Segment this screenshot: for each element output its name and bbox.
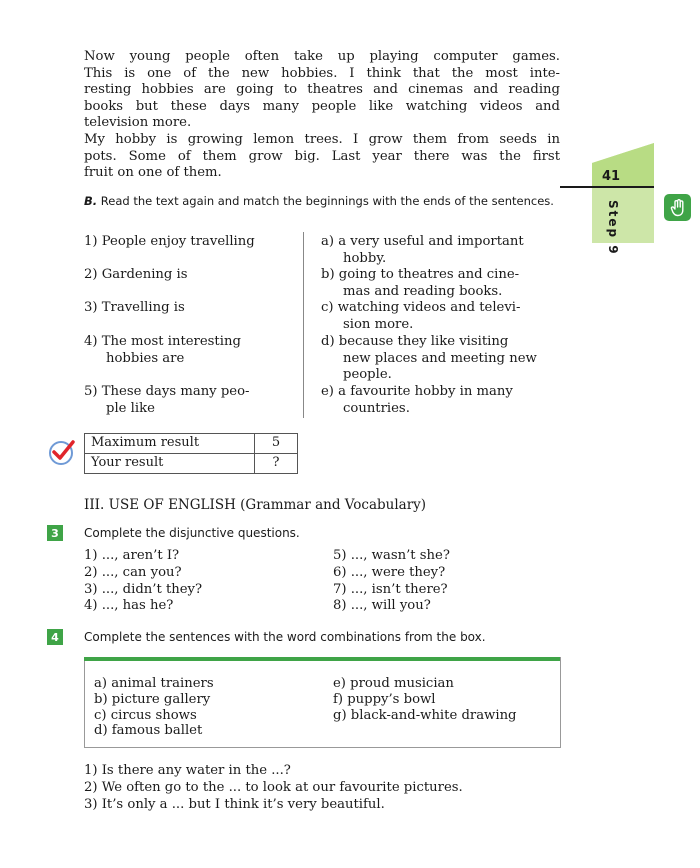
beginning-2 [84, 267, 188, 284]
task-letter: B. [84, 194, 98, 208]
ending-d [321, 334, 537, 384]
text-line: books but these days many people like watching videos and [84, 98, 560, 114]
word-box-header-bar [84, 657, 560, 661]
word-option: c) circus shows [94, 707, 197, 723]
item-text: hobbies are [106, 350, 185, 366]
item-number: 4) [84, 334, 98, 349]
task-3-instruction: Complete the disjunctive questions. [84, 526, 300, 540]
item-text: because they like visiting [338, 334, 509, 349]
your-result-value[interactable]: ? [255, 454, 298, 474]
text-line: fruit on one of them. [84, 165, 222, 181]
max-result-label: Maximum result [85, 434, 255, 454]
item-text: Travelling is [101, 300, 185, 315]
beginning-5 [84, 384, 249, 417]
ending-c [321, 300, 520, 333]
item-text: a favourite hobby in many [338, 384, 513, 399]
text-line: pots. Some of them grow big. Last year there was the first [84, 148, 560, 164]
question-item: 5) ..., wasn’t she? [333, 548, 450, 563]
task-3-questions-left [84, 548, 202, 615]
item-text: The most interesting [101, 334, 241, 349]
item-text: people. [343, 367, 392, 383]
item-text: ple like [106, 400, 155, 416]
ending-a [321, 234, 524, 267]
text-line: My hobby is growing lemon trees. I grow them from seeds in [84, 132, 560, 147]
word-option: f) puppy’s bowl [333, 691, 436, 707]
section-title: III. USE OF ENGLISH (Grammar and Vocabulary) [84, 497, 427, 513]
item-letter: b) [321, 267, 335, 282]
item-text: Gardening is [101, 267, 188, 282]
item-text: These days many peo- [101, 384, 250, 399]
question-item: 8) ..., will you? [333, 598, 431, 614]
task-3-questions-right [333, 548, 450, 615]
ending-e [321, 384, 513, 417]
word-box-right [333, 676, 517, 723]
check-icon [48, 438, 76, 466]
item-text: hobby. [343, 250, 387, 266]
question-item: 3) ..., didn’t they? [84, 581, 203, 597]
word-option: e) proud musician [333, 676, 454, 691]
hand-button[interactable] [664, 194, 691, 221]
max-result-value: 5 [255, 434, 298, 454]
sentence-item: 2) We often go to the ... to look at our favourite pictures. [84, 779, 463, 795]
task-3-badge: 3 [47, 525, 63, 541]
beginning-1 [84, 234, 255, 251]
item-number: 2) [84, 267, 98, 282]
item-number: 1) [84, 234, 98, 249]
text-line: television more. [84, 115, 192, 131]
page-divider [560, 186, 654, 188]
sentence-item: 3) It’s only a ... but I think it’s very beautiful. [84, 796, 385, 812]
item-text: People enjoy travelling [101, 234, 255, 249]
word-box-left [94, 676, 214, 739]
page-number: 41 [602, 169, 621, 184]
item-number: 3) [84, 300, 98, 315]
word-option: d) famous ballet [94, 723, 203, 739]
intro-paragraph-2 [84, 132, 560, 182]
word-option: b) picture gallery [94, 691, 211, 707]
task-b-instruction [84, 194, 560, 209]
step-label: Step 9 [606, 200, 620, 256]
column-divider [303, 232, 304, 418]
item-text: countries. [343, 400, 410, 416]
item-text: a very useful and important [338, 234, 524, 249]
beginning-4 [84, 334, 241, 367]
result-table [84, 433, 298, 474]
item-text: watching videos and televi- [337, 300, 521, 315]
task-4-badge: 4 [47, 629, 63, 645]
hand-icon [670, 199, 686, 217]
ending-b [321, 267, 519, 300]
word-option: a) animal trainers [94, 676, 214, 691]
question-item: 4) ..., has he? [84, 598, 174, 614]
question-item: 2) ..., can you? [84, 564, 182, 580]
instruction-text: Read the text again and match the beginnings with the ends of the sentences. [100, 194, 554, 208]
item-letter: e) [321, 384, 334, 399]
item-text: mas and reading books. [343, 283, 503, 299]
item-letter: d) [321, 334, 335, 349]
beginning-3 [84, 300, 185, 317]
sentence-item: 1) Is there any water in the ...? [84, 763, 291, 778]
item-text: going to theatres and cine- [338, 267, 520, 282]
your-result-row [85, 454, 298, 474]
intro-paragraph-1 [84, 49, 560, 132]
text-line: This is one of the new hobbies. I think that the most inte- [84, 65, 560, 81]
item-text: sion more. [343, 316, 414, 332]
item-letter: a) [321, 234, 335, 249]
item-number: 5) [84, 384, 98, 399]
task-4-instruction: Complete the sentences with the word combinations from the box. [84, 630, 486, 644]
text-line: Now young people often take up playing computer games. [84, 49, 560, 64]
item-text: new places and meeting new [343, 350, 537, 366]
item-letter: c) [321, 300, 334, 315]
question-item: 6) ..., were they? [333, 564, 446, 580]
max-result-row [85, 434, 298, 454]
your-result-label: Your result [85, 454, 255, 474]
word-option: g) black-and-white drawing [333, 707, 517, 723]
question-item: 1) ..., aren’t I? [84, 548, 180, 563]
question-item: 7) ..., isn’t there? [333, 581, 448, 597]
task-4-sentences [84, 763, 463, 813]
text-line: resting hobbies are going to theatres and cinemas and reading [84, 82, 560, 98]
page-tab [592, 143, 654, 243]
